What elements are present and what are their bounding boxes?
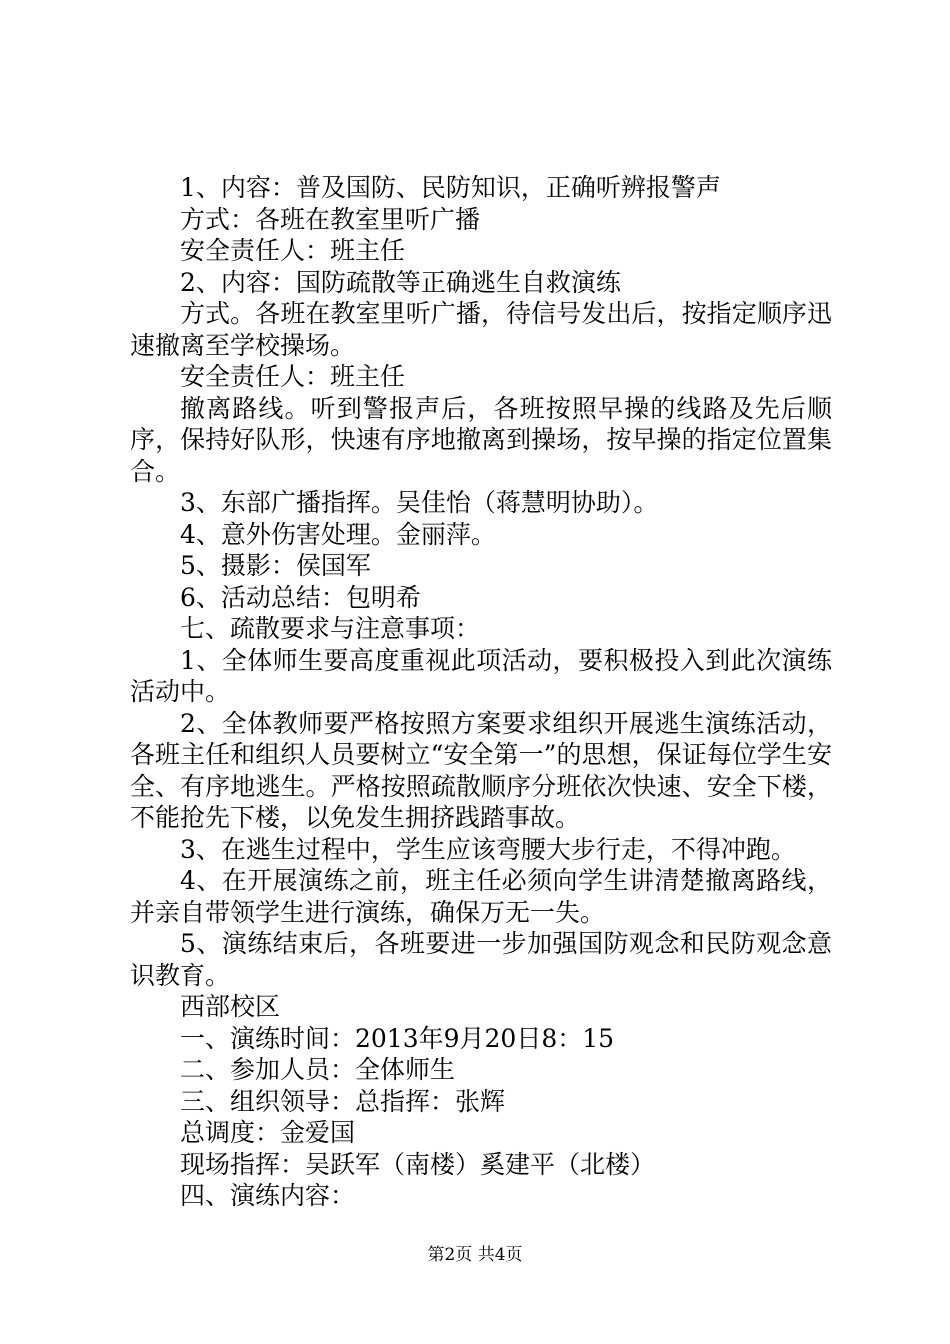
page-footer: [0, 1244, 950, 1266]
section-heading: 七、疏散要求与注意事项：: [180, 614, 481, 643]
paragraph: 1、全体师生要高度重视此项活动，要积极投入到此次演练活动中。: [130, 645, 832, 706]
section-heading: 西部校区: [180, 992, 281, 1021]
paragraph: 现场指挥：吴跃军（南楼）奚建平（北楼）: [180, 1149, 656, 1179]
paragraph: 3、在逃生过程中，学生应该弯腰大步行走，不得冲跑。: [180, 834, 796, 864]
document-body: [130, 172, 832, 1212]
paragraph: 5、演练结束后，各班要进一步加强国防观念和民防观念意识教育。: [130, 929, 832, 990]
paragraph: 方式。各班在教室里听广播，待信号发出后，按指定顺序迅速撤离至学校操场。: [130, 299, 832, 360]
paragraph: 一、演练时间：2013年9月20日8：15: [180, 1023, 615, 1053]
paragraph: 四、演练内容：: [180, 1181, 356, 1210]
paragraph: 1、内容：普及国防、民防知识，正确听辨报警声: [180, 173, 721, 202]
page-number-label: 第2页 共4页: [427, 1245, 523, 1265]
paragraph: 二、参加人员：全体师生: [180, 1055, 456, 1084]
paragraph: 2、全体教师要严格按照方案要求组织开展逃生演练活动，各班主任和组织人员要树立“安全第一”的思想，保证每位学生安全、有序地逃生。严格按照疏散顺序分班依次快速、安全下楼，不能抢先下楼，以免发生拥挤践踏事故。: [130, 708, 832, 832]
paragraph: 总调度：金爱国: [180, 1118, 356, 1147]
paragraph: 方式：各班在教室里听广播: [180, 204, 481, 234]
paragraph: 4、在开展演练之前，班主任必须向学生讲清楚撤离路线，并亲自带领学生进行演练，确保万无一失。: [130, 866, 832, 927]
paragraph: 三、组织领导：总指挥：张辉: [180, 1086, 506, 1116]
paragraph: 2、内容：国防疏散等正确逃生自救演练: [180, 267, 621, 297]
paragraph: 5、摄影：侯国军: [180, 551, 371, 580]
paragraph: 安全责任人：班主任: [180, 236, 406, 265]
paragraph: 撤离路线。听到警报声后，各班按照早操的线路及先后顺序，保持好队形，快速有序地撤离到操场，按早操的指定位置集合。: [130, 393, 832, 486]
paragraph: 3、东部广播指挥。吴佳怡（蒋慧明协助）。: [180, 488, 659, 517]
paragraph: 安全责任人：班主任: [180, 362, 406, 391]
paragraph: 6、活动总结：包明希: [180, 582, 421, 612]
paragraph: 4、意外伤害处理。金丽萍。: [180, 519, 496, 549]
